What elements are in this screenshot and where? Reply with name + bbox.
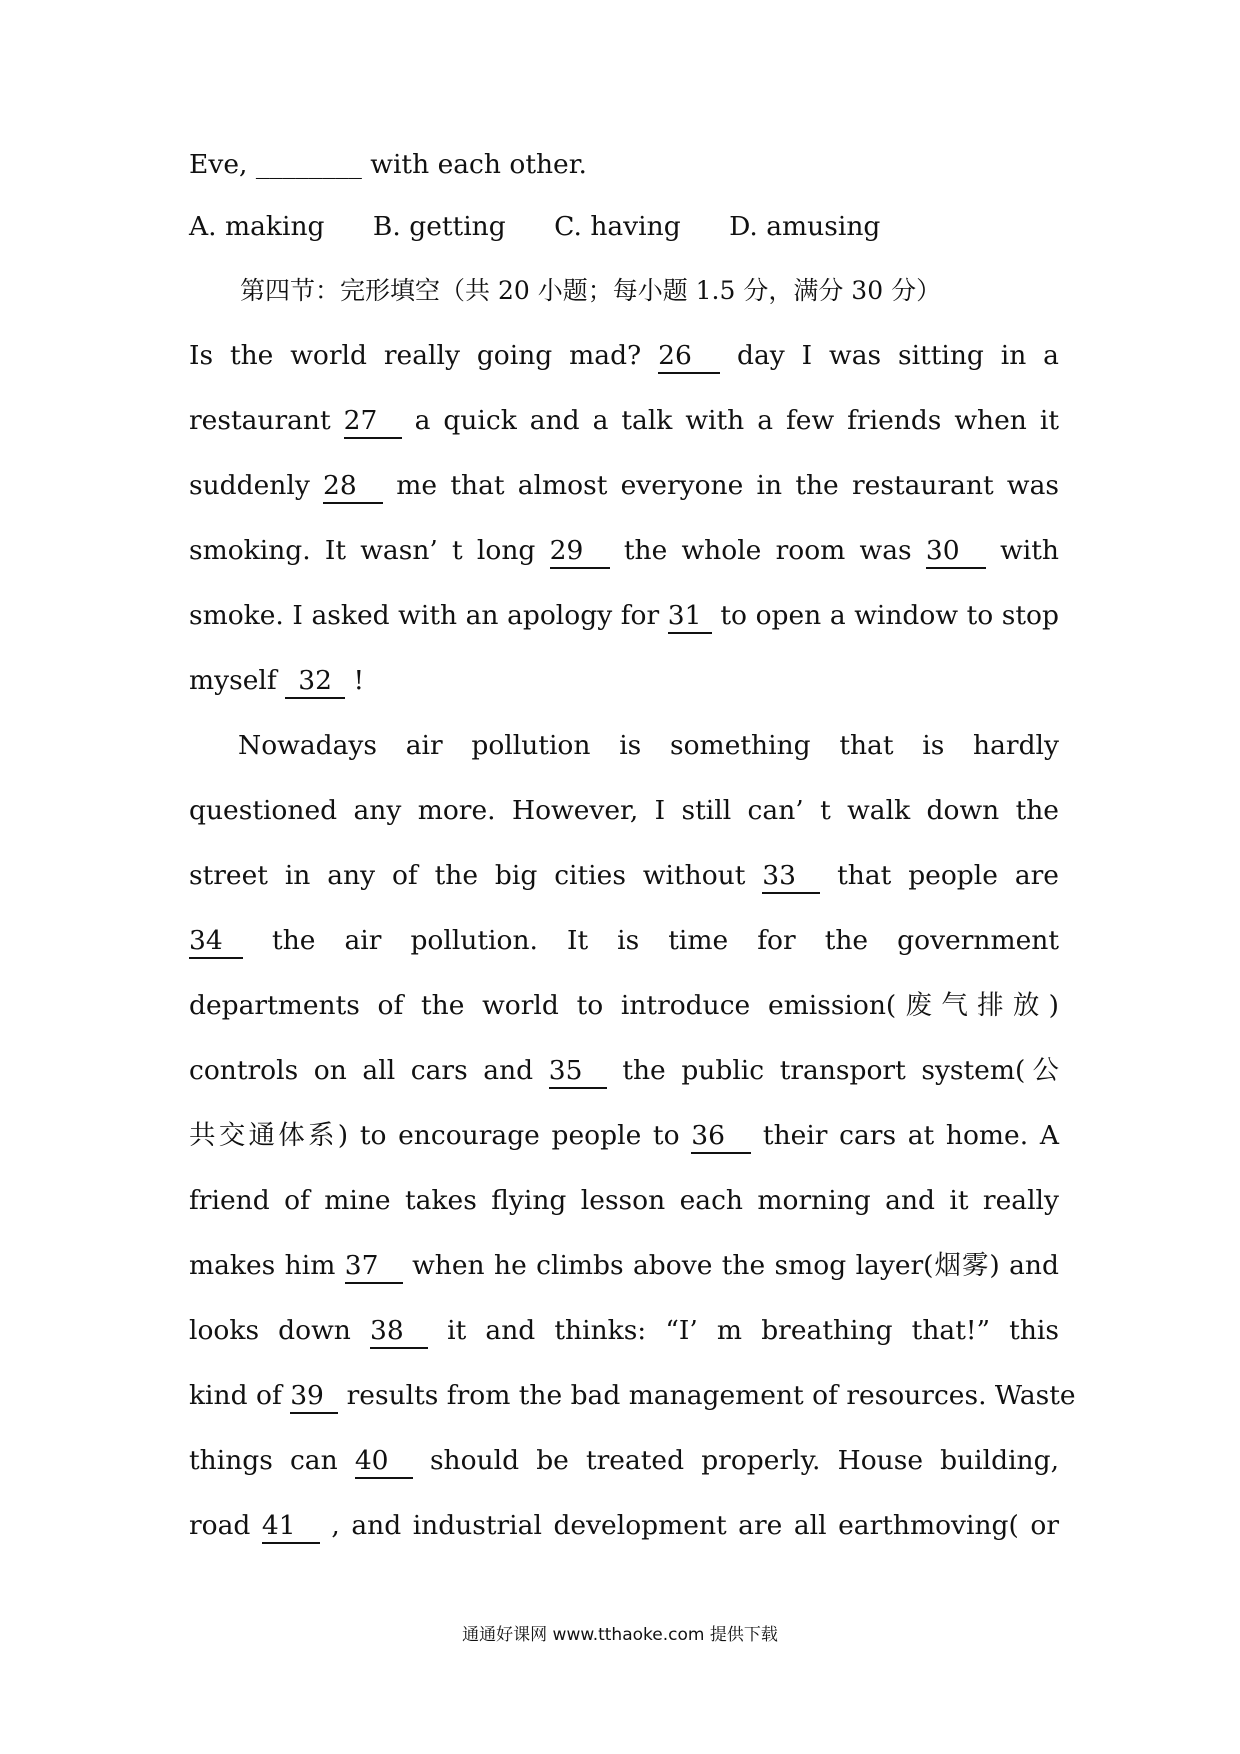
blank-28[interactable]: 28 <box>323 470 383 504</box>
blank-36[interactable]: 36 <box>691 1120 751 1154</box>
blank-35[interactable]: 35 <box>549 1055 607 1089</box>
passage-text: suddenly <box>189 470 310 501</box>
passage-text: the public transport system(公 <box>622 1055 1059 1086</box>
passage-text: myself <box>189 665 277 696</box>
passage-text: looks down <box>189 1315 351 1346</box>
passage-text: friend of mine takes flying lesson each morning and it really <box>189 1185 1059 1216</box>
passage-line <box>189 856 1059 896</box>
blank-32[interactable]: 32 <box>285 665 345 699</box>
blank-39[interactable]: 39 <box>290 1380 338 1414</box>
passage-line <box>189 661 1059 701</box>
section-heading <box>240 271 1110 311</box>
passage-text: ! <box>353 665 365 696</box>
blank-30[interactable]: 30 <box>926 535 986 569</box>
passage-line <box>189 1376 1076 1416</box>
passage-line <box>189 466 1059 506</box>
passage-text: street in any of the big cities without <box>189 860 746 891</box>
passage-text: should be treated properly. House building, <box>429 1445 1060 1476</box>
passage-text: kind of <box>189 1380 282 1411</box>
passage-text: restaurant <box>189 405 331 436</box>
passage-line <box>189 921 1059 961</box>
passage-text: makes him <box>189 1250 336 1281</box>
passage-text: departments of the world to introduce emission(废气排放) <box>189 990 1059 1021</box>
blank-31[interactable]: 31 <box>668 600 712 634</box>
blank-26[interactable]: 26 <box>658 340 720 374</box>
passage-text: that people are <box>837 860 1059 891</box>
passage-line <box>189 401 1059 441</box>
blank-41[interactable]: 41 <box>262 1510 320 1544</box>
passage-line <box>189 1506 1059 1546</box>
passage-line <box>189 1181 1059 1221</box>
passage-text: controls on all cars and <box>189 1055 534 1086</box>
passage-line <box>189 596 1059 636</box>
passage-text: Nowadays air pollution is something that is hardly <box>238 730 1059 761</box>
passage-text: the whole room was <box>623 535 912 566</box>
blank-34[interactable]: 34 <box>189 925 243 959</box>
passage-text: the air pollution. It is time for the government <box>272 925 1059 956</box>
blank-27[interactable]: 27 <box>344 405 402 439</box>
passage-line <box>189 791 1059 831</box>
passage-text: it and thinks: “I’ m breathing that!” this <box>447 1315 1059 1346</box>
passage-text: their cars at home. A <box>762 1120 1059 1151</box>
passage-line <box>189 1116 1059 1156</box>
section-heading-text: 第四节：完形填空（共 20 小题；每小题 1.5 分，满分 30 分） <box>240 276 942 305</box>
passage-text: 共交通体系) to encourage people to <box>189 1120 680 1151</box>
blank-40[interactable]: 40 <box>355 1445 413 1479</box>
passage-text: smoke. I asked with an apology for <box>189 600 660 631</box>
blank-29[interactable]: 29 <box>550 535 610 569</box>
passage-line <box>189 531 1059 571</box>
footer-text: 通通好课网 www.tthaoke.com 提供下载 <box>462 1625 778 1645</box>
passage-text: smoking. It wasn’ t long <box>189 535 536 566</box>
passage-text: to open a window to stop <box>720 600 1059 631</box>
option-c: C. having <box>554 211 681 242</box>
passage-line <box>189 1246 1059 1286</box>
question-25-stem <box>189 145 1059 185</box>
passage-text: Is the world really going mad? <box>189 340 642 371</box>
blank-38[interactable]: 38 <box>370 1315 428 1349</box>
passage-text: , and industrial development are all earthmoving( or <box>331 1510 1059 1541</box>
passage-line <box>189 1441 1059 1481</box>
option-d: D. amusing <box>729 211 881 242</box>
passage-line <box>238 726 1059 766</box>
passage-text: road <box>189 1510 251 1541</box>
option-b: B. getting <box>372 211 506 242</box>
passage-text: a quick and a talk with a few friends when it <box>414 405 1059 436</box>
passage-line <box>189 1051 1059 1091</box>
blank-37[interactable]: 37 <box>345 1250 403 1284</box>
passage-text: when he climbs above the smog layer(烟雾) and <box>412 1250 1059 1281</box>
passage-text: me that almost everyone in the restaurant was <box>396 470 1059 501</box>
option-a: A. making <box>189 211 325 242</box>
passage-text: questioned any more. However, I still can’ t walk down the <box>189 795 1059 826</box>
passage-line <box>189 336 1059 376</box>
passage-line <box>189 1311 1059 1351</box>
passage-text: results from the bad management of resources. Waste <box>346 1380 1076 1411</box>
question-25-text: Eve, ________ with each other. <box>189 149 587 180</box>
passage-text: with <box>1000 535 1059 566</box>
blank-33[interactable]: 33 <box>762 860 820 894</box>
passage-text: things can <box>189 1445 338 1476</box>
question-25-options <box>189 207 1059 247</box>
passage-line <box>189 986 1059 1026</box>
page-footer <box>0 1620 1240 1645</box>
passage-text: day I was sitting in a <box>737 340 1059 371</box>
